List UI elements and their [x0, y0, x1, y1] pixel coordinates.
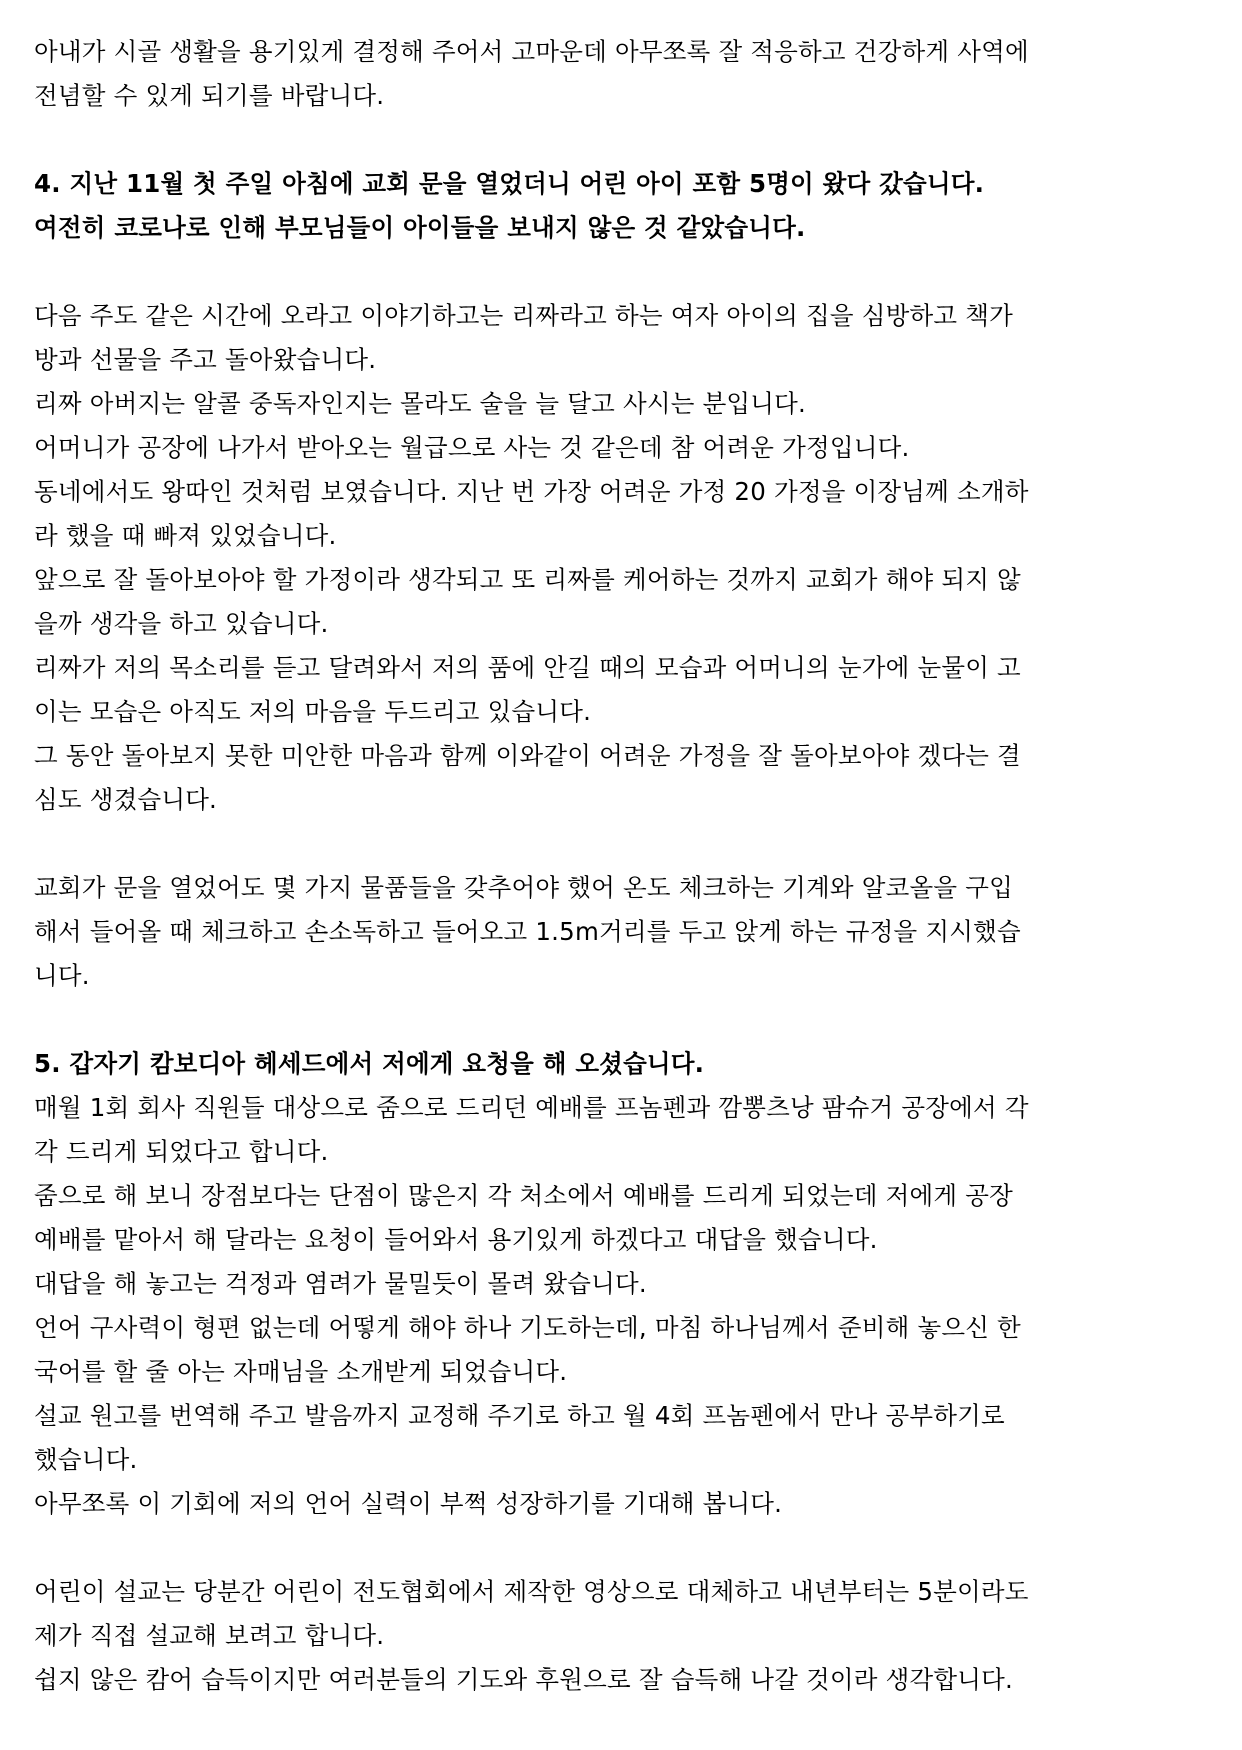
paragraph-gap	[34, 118, 1180, 162]
text-line: 쉽지 않은 캄어 습득이지만 여러분들의 기도와 후원으로 잘 습득해 나갈 것이라 생각합니다.	[34, 1665, 1013, 1694]
text-line: 교회가 문을 열었어도 몇 가지 물품들을 갖추어야 했어 온도 체크하는 기계와 알코올을 구입	[34, 873, 1013, 902]
section-4-heading	[34, 162, 1180, 250]
document-page	[34, 30, 1180, 1702]
text-line: 했습니다.	[34, 1445, 138, 1474]
text-line: 을까 생각을 하고 있습니다.	[34, 609, 329, 638]
text-line: 니다.	[34, 961, 90, 990]
text-line: 아무쪼록 이 기회에 저의 언어 실력이 부쩍 성장하기를 기대해 봅니다.	[34, 1489, 783, 1518]
text-line: 각 드리게 되었다고 합니다.	[34, 1137, 329, 1166]
section-5-paragraph-1	[34, 1086, 1180, 1526]
section-5-heading	[34, 1042, 1180, 1086]
text-line: 심도 생겼습니다.	[34, 785, 218, 814]
text-line: 설교 원고를 번역해 주고 발음까지 교정해 주기로 하고 월 4회 프놈펜에서 만나 공부하기로	[34, 1401, 1005, 1430]
paragraph-gap	[34, 250, 1180, 294]
text-line: 예배를 맡아서 해 달라는 요청이 들어와서 용기있게 하겠다고 대답을 했습니다.	[34, 1225, 878, 1254]
text-line: 제가 직접 설교해 보려고 합니다.	[34, 1621, 385, 1650]
text-line: 어머니가 공장에 나가서 받아오는 월급으로 사는 것 같은데 참 어려운 가정입니다.	[34, 433, 910, 462]
text-line: 앞으로 잘 돌아보아야 할 가정이라 생각되고 또 리짜를 케어하는 것까지 교회가 해야 되지 않	[34, 565, 1021, 594]
text-line: 전념할 수 있게 되기를 바랍니다.	[34, 81, 385, 110]
text-line: 동네에서도 왕따인 것처럼 보였습니다. 지난 번 가장 어려운 가정 20 가정을 이장님께 소개하	[34, 477, 1029, 506]
text-line: 줌으로 해 보니 장점보다는 단점이 많은지 각 처소에서 예배를 드리게 되었는데 저에게 공장	[34, 1181, 1013, 1210]
text-line: 매월 1회 회사 직원들 대상으로 줌으로 드리던 예배를 프놈펜과 깜뽕츠낭 팜슈거 공장에서 각	[34, 1093, 1029, 1122]
heading-line: 4. 지난 11월 첫 주일 아침에 교회 문을 열었더니 어린 아이 포함 5명이 왔다 갔습니다.	[34, 169, 985, 198]
heading-line: 5. 갑자기 캄보디아 헤세드에서 저에게 요청을 해 오셨습니다.	[34, 1049, 705, 1078]
text-line: 리짜가 저의 목소리를 듣고 달려와서 저의 품에 안길 때의 모습과 어머니의 눈가에 눈물이 고	[34, 653, 1021, 682]
text-line: 언어 구사력이 형편 없는데 어떻게 해야 하나 기도하는데, 마침 하나님께서 준비해 놓으신 한	[34, 1313, 1021, 1342]
paragraph-gap	[34, 822, 1180, 866]
intro-paragraph	[34, 30, 1180, 118]
section-4-paragraph-2	[34, 866, 1180, 998]
text-line: 이는 모습은 아직도 저의 마음을 두드리고 있습니다.	[34, 697, 592, 726]
text-line: 방과 선물을 주고 돌아왔습니다.	[34, 345, 377, 374]
text-line: 아내가 시골 생활을 용기있게 결정해 주어서 고마운데 아무쪼록 잘 적응하고 건강하게 사역에	[34, 37, 1029, 66]
section-4-paragraph-1	[34, 294, 1180, 822]
heading-line: 여전히 코로나로 인해 부모님들이 아이들을 보내지 않은 것 같았습니다.	[34, 213, 806, 242]
section-5-paragraph-2	[34, 1570, 1180, 1702]
text-line: 해서 들어올 때 체크하고 손소독하고 들어오고 1.5m거리를 두고 앉게 하는 규정을 지시했습	[34, 917, 1021, 946]
text-line: 다음 주도 같은 시간에 오라고 이야기하고는 리짜라고 하는 여자 아이의 집을 심방하고 책가	[34, 301, 1013, 330]
paragraph-gap	[34, 1526, 1180, 1570]
text-line: 대답을 해 놓고는 걱정과 염려가 물밀듯이 몰려 왔습니다.	[34, 1269, 647, 1298]
text-line: 라 했을 때 빠져 있었습니다.	[34, 521, 337, 550]
text-line: 그 동안 돌아보지 못한 미안한 마음과 함께 이와같이 어려운 가정을 잘 돌아보아야 겠다는 결	[34, 741, 1021, 770]
text-line: 어린이 설교는 당분간 어린이 전도협회에서 제작한 영상으로 대체하고 내년부터는 5분이라도	[34, 1577, 1029, 1606]
text-line: 국어를 할 줄 아는 자매님을 소개받게 되었습니다.	[34, 1357, 568, 1386]
paragraph-gap	[34, 998, 1180, 1042]
text-line: 리짜 아버지는 알콜 중독자인지는 몰라도 술을 늘 달고 사시는 분입니다.	[34, 389, 807, 418]
